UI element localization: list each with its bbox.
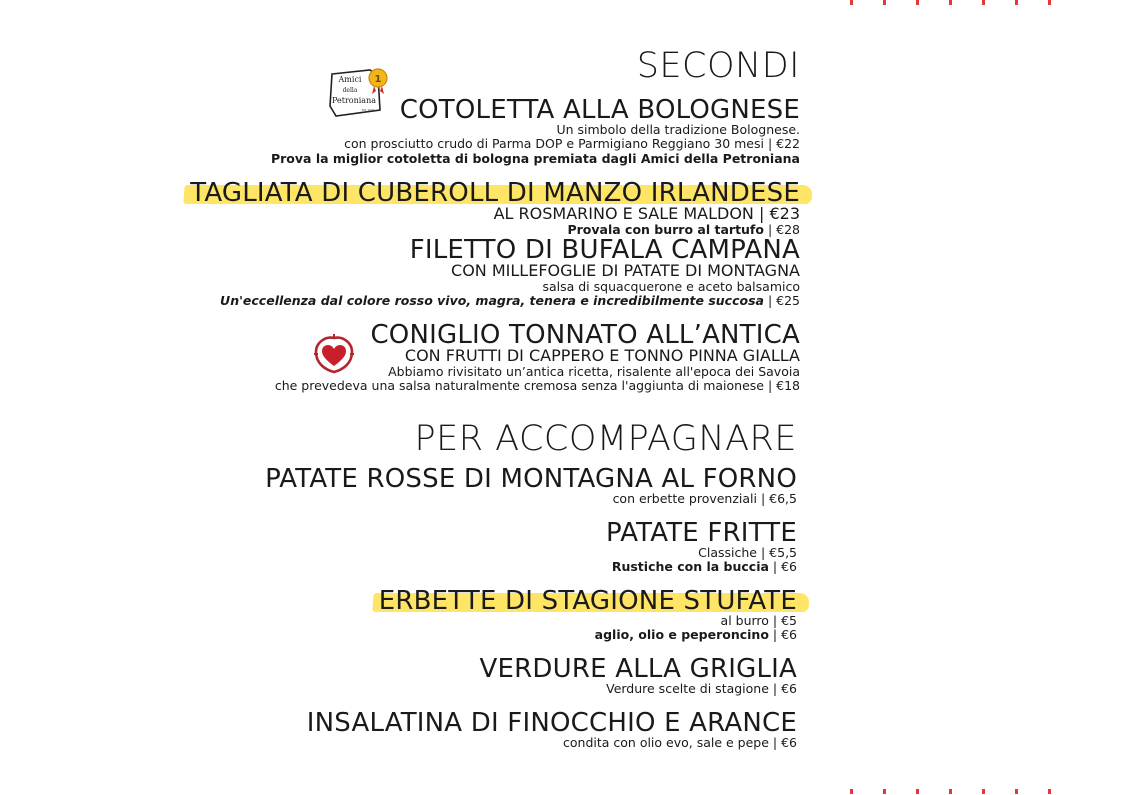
dish-filetto [180, 237, 800, 309]
side-description: al burro | €5 [720, 613, 797, 628]
dish-subtitle: CON MILLEFOGLIE DI PATATE DI MONTAGNA [451, 261, 800, 280]
side-erbette [180, 588, 797, 643]
svg-text:Amici: Amici [338, 75, 362, 84]
side-name: PATATE FRITTE [605, 518, 797, 548]
side-name: INSALATINA DI FINOCCHIO E ARANCE [306, 708, 797, 738]
side-description: Verdure scelte di stagione | €6 [606, 681, 797, 696]
side-name: PATATE ROSSE DI MONTAGNA AL FORNO [265, 464, 797, 494]
side-variant-price: | €6 [768, 627, 797, 643]
side-variant: aglio, olio e peperoncino [594, 627, 769, 643]
dish-description: Abbiamo rivisitato un’antica ricetta, risalente all'epoca dei Savoia [388, 363, 800, 379]
side-verdure [180, 656, 797, 696]
section-title-secondi: SECONDI [636, 46, 800, 86]
side-insalatina [180, 710, 797, 750]
dish-cotoletta [180, 97, 800, 166]
side-description: condita con olio evo, sale e pepe | €6 [563, 735, 797, 750]
decorative-dots-bottom [850, 789, 1100, 795]
dish-variant: Provala con burro al tartufo [567, 221, 764, 237]
section-title-contorni: PER ACCOMPAGNARE [414, 419, 797, 459]
side-variant: Rustiche con la buccia [611, 559, 769, 575]
svg-text:della: della [342, 87, 358, 94]
decorative-dots-top [850, 0, 1100, 6]
dish-name-highlighted: TAGLIATA DI CUBEROLL DI MANZO IRLANDESE [190, 178, 800, 208]
dish-subtitle: CON FRUTTI DI CAPPERO E TONNO PINNA GIALLA [404, 346, 800, 365]
side-variant-price: | €6 [768, 559, 797, 575]
side-patate-fritte [180, 520, 797, 575]
side-description: Classiche | €5,5 [698, 545, 797, 560]
dish-award-note: Prova la miglior cotoletta di bologna premiata dagli Amici della Petroniana [270, 150, 800, 166]
dish-subtitle: AL ROSMARINO E SALE MALDON | €23 [493, 204, 800, 223]
dish-price: | €25 [763, 293, 800, 309]
dish-description: con prosciutto crudo di Parma DOP e Parmigiano Reggiano 30 mesi | €22 [344, 136, 800, 152]
side-name: VERDURE ALLA GRIGLIA [479, 654, 797, 684]
side-patate-rosse [180, 466, 797, 506]
dish-variant-price: | €28 [763, 221, 800, 237]
dish-name: CONIGLIO TONNATO ALL’ANTICA [370, 320, 800, 350]
svg-text:Petroniana: Petroniana [331, 96, 377, 105]
dish-description: salsa di squacquerone e aceto balsamico [542, 278, 800, 294]
contorni-section [180, 419, 797, 459]
dish-tagliata [180, 180, 800, 237]
side-description: con erbette provenziali | €6,5 [612, 491, 797, 506]
dish-name: COTOLETTA ALLA BOLOGNESE [399, 95, 800, 125]
svg-text:EST. 2005: EST. 2005 [361, 109, 375, 112]
side-name-highlighted: ERBETTE DI STAGIONE STUFATE [378, 586, 797, 616]
dish-name: FILETTO DI BUFALA CAMPANA [409, 235, 800, 265]
dish-tagline: Un'eccellenza dal colore rosso vivo, magra, tenera e incredibilmente succosa [220, 293, 764, 309]
dish-description: che prevedeva una salsa naturalmente cremosa senza l'aggiunta di maionese | €18 [274, 378, 800, 394]
svg-text:1: 1 [374, 74, 382, 85]
dish-description: Un simbolo della tradizione Bolognese. [556, 122, 800, 137]
secondi-section [180, 46, 800, 86]
dish-coniglio [180, 322, 800, 394]
